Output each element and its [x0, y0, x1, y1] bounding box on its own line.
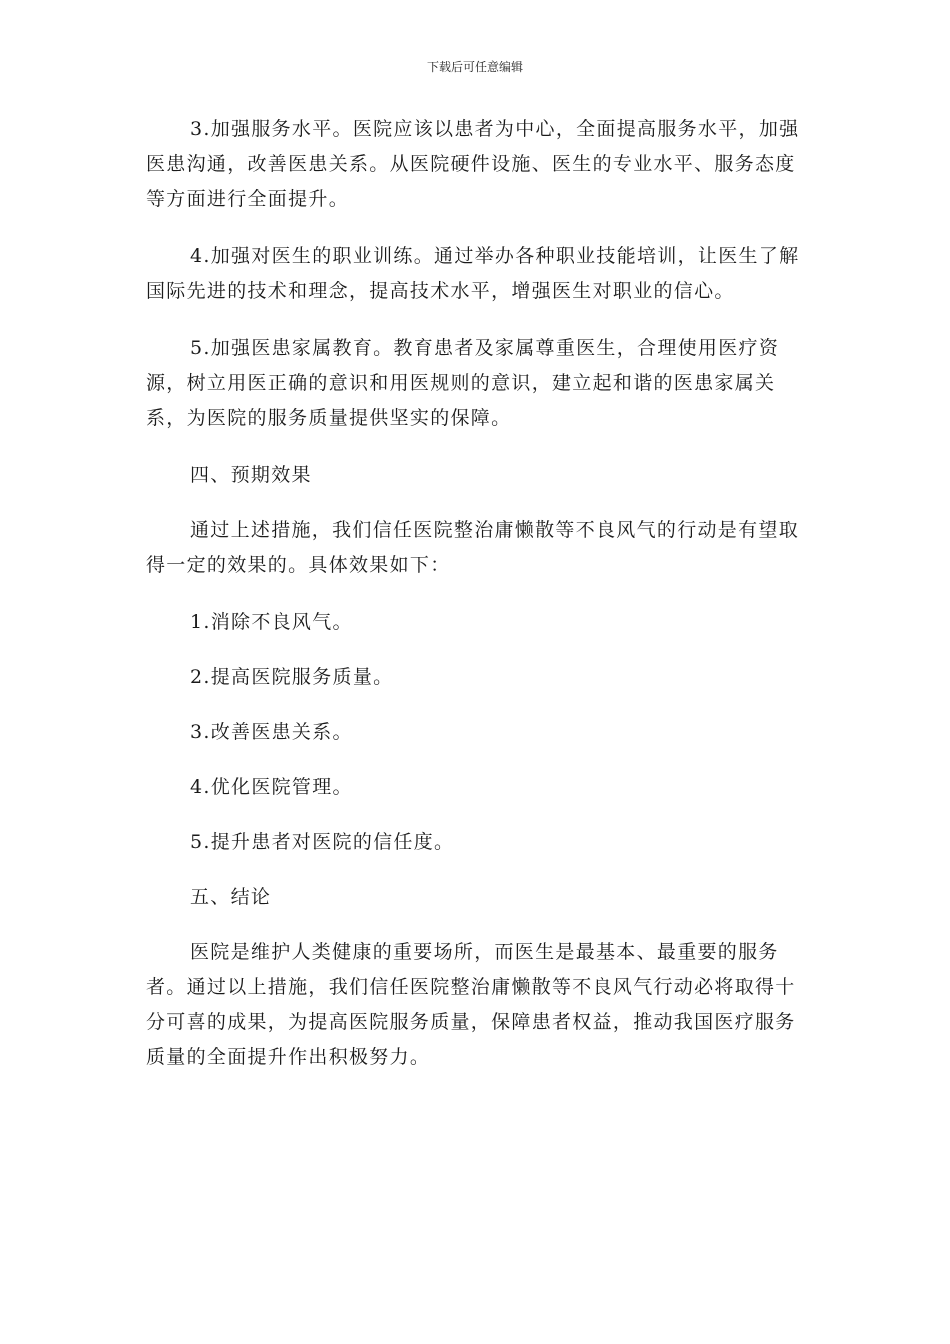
- paragraph-effects-intro: 通过上述措施，我们信任医院整治庸懒散等不良风气的行动是有望取得一定的效果的。具体效果如下：: [146, 519, 800, 576]
- page-header-note: 下载后可任意编辑: [426, 60, 523, 74]
- list-item-effect-2: 2.提高医院服务质量。: [190, 666, 394, 688]
- list-item-effect-4: 4.优化医院管理。: [190, 776, 353, 798]
- paragraph-service-level: 3.加强服务水平。医院应该以患者为中心，全面提高服务水平，加强医患沟通，改善医患关系。从医院硬件设施、医生的专业水平、服务态度等方面进行全面提升。: [146, 118, 800, 210]
- list-item-effect-5: 5.提升患者对医院的信任度。: [190, 831, 455, 853]
- paragraph-doctor-training: 4.加强对医生的职业训练。通过举办各种职业技能培训，让医生了解国际先进的技术和理念，提高技术水平，增强医生对职业的信心。: [146, 245, 800, 302]
- section-heading-conclusion: 五、结论: [190, 886, 272, 908]
- list-item-effect-1: 1.消除不良风气。: [190, 611, 353, 633]
- document-body: [146, 112, 810, 1097]
- list-item-effect-3: 3.改善医患关系。: [190, 721, 353, 743]
- section-heading-expected-effects: 四、预期效果: [190, 464, 312, 486]
- paragraph-conclusion: 医院是维护人类健康的重要场所，而医生是最基本、最重要的服务者。通过以上措施，我们信任医院整治庸懒散等不良风气行动必将取得十分可喜的成果，为提高医院服务质量，保障患者权益，推动我国医疗服务质量的全面提升作出积极努力。: [146, 941, 796, 1068]
- paragraph-family-education: 5.加强医患家属教育。教育患者及家属尊重医生，合理使用医疗资源，树立用医正确的意识和用医规则的意识，建立起和谐的医患家属关系，为医院的服务质量提供坚实的保障。: [146, 337, 780, 429]
